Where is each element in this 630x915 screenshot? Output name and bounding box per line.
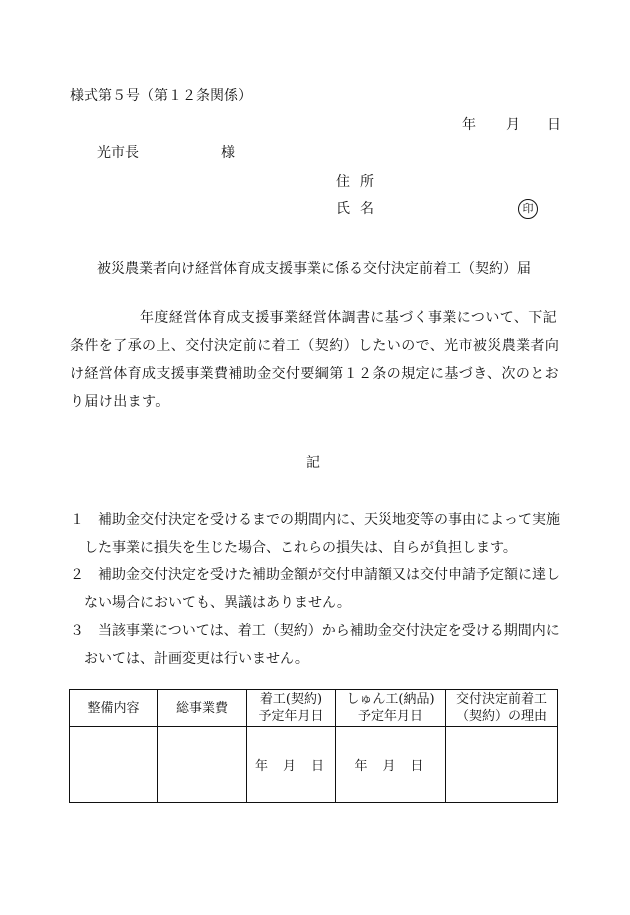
- table-row: [70, 727, 558, 803]
- form-number: 様式第５号（第１２条関係）: [70, 88, 252, 104]
- ki-heading: 記: [306, 455, 320, 471]
- header-reason: 交付決定前着工 （契約）の理由: [446, 690, 558, 727]
- document-title: 被災農業者向け経営体育成支援事業に係る交付決定前着工（契約）届: [97, 261, 531, 277]
- date-day: 日: [547, 117, 561, 133]
- condition-text: 当該事業については、着工（契約）から補助金交付決定を受ける期間内においては、計画変更は行いません。: [84, 623, 560, 667]
- header-work-content: 整備内容: [70, 690, 158, 727]
- cell-work-content[interactable]: [70, 727, 158, 803]
- date-month: 月: [506, 117, 520, 133]
- addressee-name: 光市長: [97, 145, 139, 161]
- address-label: 住所: [336, 174, 384, 190]
- seal-mark: 印: [518, 199, 538, 219]
- addressee-honorific: 様: [221, 145, 235, 161]
- condition-item: [70, 561, 570, 617]
- table-header-row: [70, 690, 558, 727]
- condition-item: [70, 617, 570, 673]
- condition-text: 補助金交付決定を受けた補助金額が交付申請額又は交付申請予定額に達しない場合においても、異議はありません。: [84, 567, 560, 611]
- cell-reason[interactable]: [446, 727, 558, 803]
- condition-item: [70, 506, 570, 562]
- header-total-cost: 総事業費: [158, 690, 247, 727]
- name-label: 氏名: [336, 201, 384, 217]
- intro-paragraph: 年度経営体育成支援事業経営体調書に基づく事業について、下記条件を了承の上、交付決定前に着工（契約）したいので、光市被災農業者向け経営体育成支援事業費補助金交付要綱第１２条の規定に基づき、次のとおり届け出ます。: [70, 310, 560, 410]
- addressee: [97, 146, 235, 160]
- date-year: 年: [462, 117, 476, 133]
- date-line: [462, 118, 561, 132]
- condition-number: １: [70, 512, 84, 528]
- condition-text: 補助金交付決定を受けるまでの期間内に、天災地変等の事由によって実施した事業に損失を生じた場合、これらの損失は、自らが負担します。: [84, 512, 560, 556]
- cell-start-date[interactable]: 年 月 日: [247, 727, 336, 803]
- condition-number: ３: [70, 623, 84, 639]
- condition-number: ２: [70, 567, 84, 583]
- cell-completion-date[interactable]: 年 月 日: [336, 727, 446, 803]
- header-start-date: 着工(契約) 予定年月日: [247, 690, 336, 727]
- schedule-table: [69, 689, 558, 803]
- header-completion-date: しゅん工(納品) 予定年月日: [336, 690, 446, 727]
- cell-total-cost[interactable]: [158, 727, 247, 803]
